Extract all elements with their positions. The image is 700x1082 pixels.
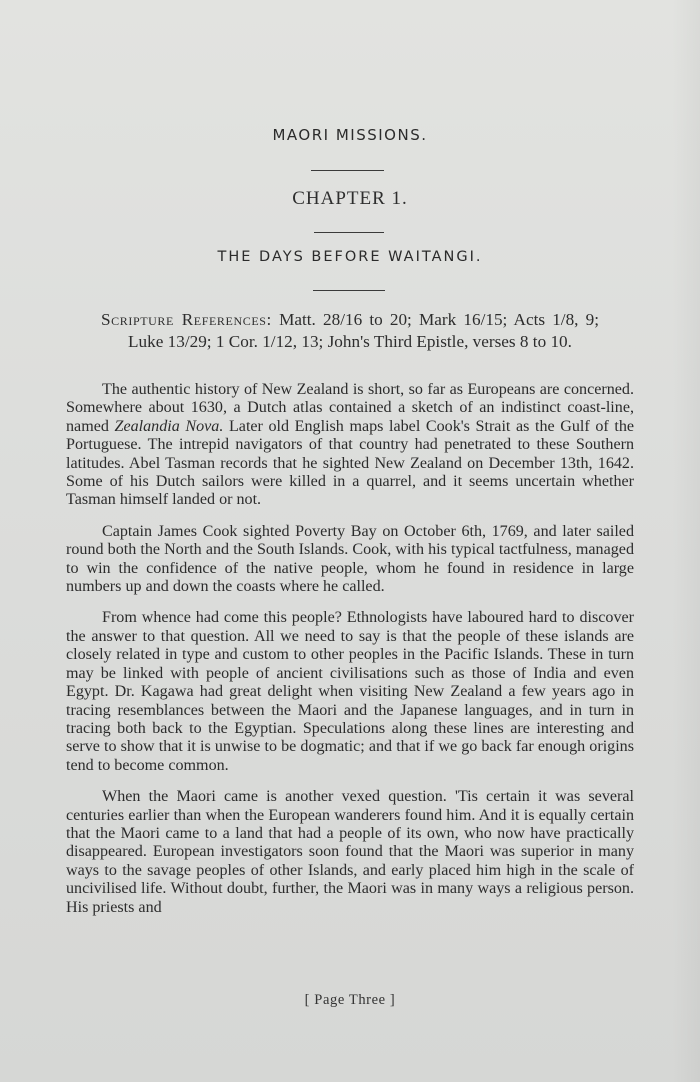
divider-rule (314, 232, 384, 233)
scripture-label: Scripture References: (101, 310, 272, 329)
scripture-references (101, 309, 599, 353)
chapter-heading: CHAPTER 1. (292, 188, 408, 209)
running-title: MAORI MISSIONS. (272, 126, 428, 144)
paragraph-text: The authentic history of New Zealand is short, so far as Europeans are concerned. Somewhere about 1630, a Dutch atlas contained a sketch of an indistinct coast-line, named (66, 381, 634, 435)
divider-rule (313, 290, 385, 291)
paragraph-text: Later old English maps label Cook's Strait as the Gulf of the Portuguese. The intrepid navigators of that country had penetrated to these Southern latitudes. Abel Tasman records that he sighted New Zealand on December 13th, 1642. Some of his Dutch sailors were killed in a quarrel, and it seems uncertain whether Tasman himself landed or not. (66, 417, 635, 509)
paragraph (66, 381, 634, 510)
divider-rule (311, 170, 384, 171)
page-number-footer: [ Page Three ] (304, 992, 396, 1008)
chapter-title: THE DAYS BEFORE WAITANGI. (217, 249, 483, 265)
paragraph: Captain James Cook sighted Poverty Bay on October 6th, 1769, and later sailed round both the North and the South Islands. Cook, with his typical tactfulness, managed to win the confidence of the native people, whom he found in residence in large numbers up and down the coasts where he called. (66, 522, 634, 596)
paragraph: When the Maori came is another vexed question. 'Tis certain it was several centuries earlier than when the European wanderers found him. And it is equally certain that the Maori came to a land that had a people of its own, who now have practically disappeared. European investigators soon found that the Maori was superior in many ways to the savage peoples of other Islands, and early placed him high in the scale of uncivilised life. Without doubt, further, the Maori was in many ways a religious person. His priests and (66, 788, 634, 916)
body-text (66, 381, 634, 930)
scripture-text: Matt. 28/16 to 20; Mark 16/15; Acts 1/8, 9; Luke 13/29; 1 Cor. 1/12, 13; John's Third Epistle, verses 8 to 10. (128, 310, 599, 351)
paragraph: From whence had come this people? Ethnologists have laboured hard to discover the answer to that question. All we need to say is that the people of these islands are closely related in type and custom to other peoples in the Pacific Islands. These in turn may be linked with people of ancient civilisations such as those of India and even Egypt. Dr. Kagawa had great delight when visiting New Zealand a few years ago in tracing resemblances between the Maori and the Japanese languages, and in turn in tracing both back to the Egyptian. Speculations along these lines are interesting and serve to show that it is unwise to be dogmatic; and that if we go back far enough origins tend to become common. (66, 609, 634, 774)
italic-place-name: Zealandia Nova. (114, 417, 224, 435)
